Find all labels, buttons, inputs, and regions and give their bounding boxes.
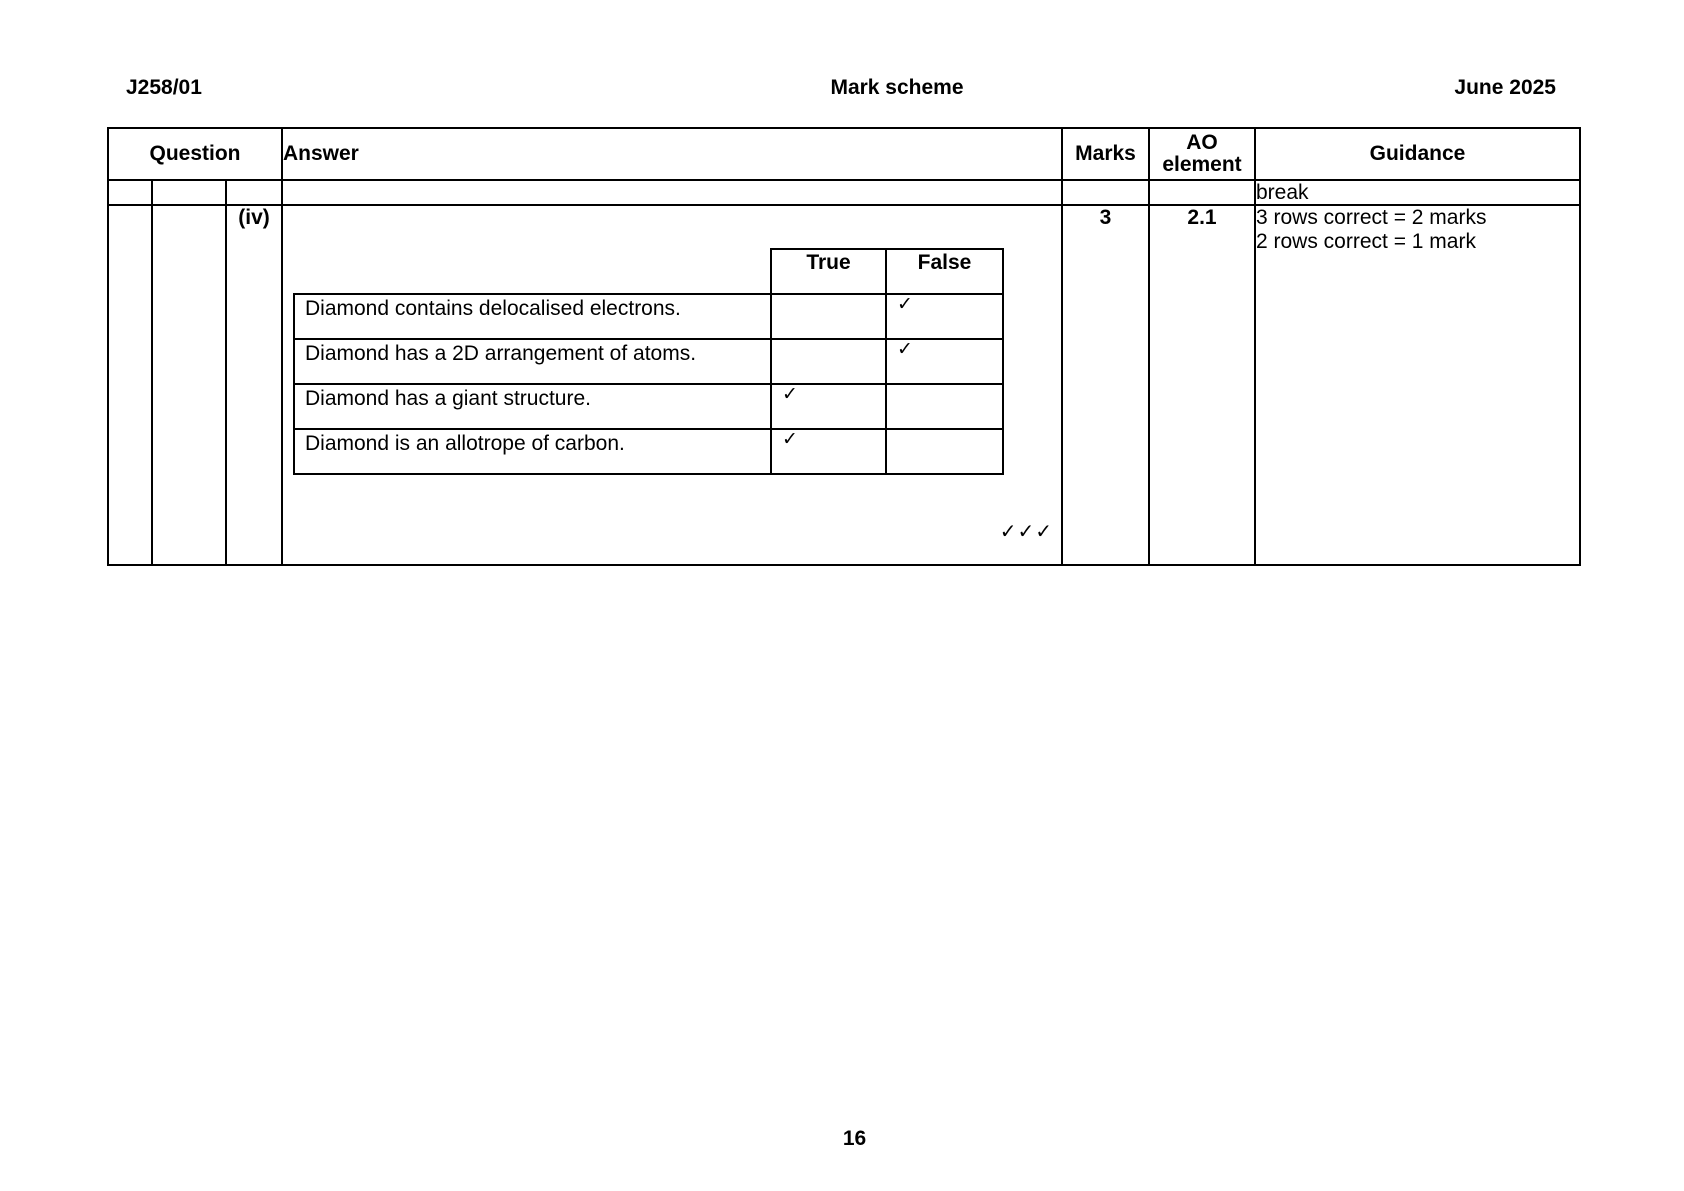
break-row	[108, 180, 1580, 205]
question-part-cell	[152, 180, 226, 205]
ao-element-header: AO element	[1149, 128, 1255, 180]
statement-text: Diamond has a 2D arrangement of atoms.	[294, 339, 771, 384]
exam-date: June 2025	[1454, 76, 1556, 99]
false-tick-cell	[886, 384, 1003, 429]
answer-cell	[282, 205, 1062, 565]
guidance-cell	[1255, 205, 1580, 565]
guidance-break-text: break	[1255, 180, 1580, 205]
question-row	[108, 205, 1580, 565]
statement-text: Diamond has a giant structure.	[294, 384, 771, 429]
guidance-header: Guidance	[1255, 128, 1580, 180]
blank-header-cell	[294, 249, 771, 294]
mark-scheme-table	[107, 127, 1581, 566]
true-tick-cell: ✓	[771, 429, 886, 474]
true-false-table	[293, 248, 1004, 475]
true-column-header: True	[771, 249, 886, 294]
document-title: Mark scheme	[830, 76, 964, 99]
true-tick-cell	[771, 339, 886, 384]
true-tick-cell: ✓	[771, 384, 886, 429]
question-part-cell	[152, 205, 226, 565]
false-tick-cell: ✓	[886, 339, 1003, 384]
page-number: 16	[842, 1127, 867, 1150]
false-column-header: False	[886, 249, 1003, 294]
question-number-cell	[108, 180, 152, 205]
statement-row	[294, 429, 1003, 474]
marks-cell	[1062, 180, 1149, 205]
guidance-line: 3 rows correct = 2 marks	[1256, 206, 1487, 229]
header-row	[108, 128, 1580, 180]
question-header: Question	[108, 128, 282, 180]
answer-header: Answer	[282, 128, 1062, 180]
guidance-line: 2 rows correct = 1 mark	[1256, 230, 1476, 253]
marks-header: Marks	[1062, 128, 1149, 180]
question-subpart-cell	[226, 180, 282, 205]
false-tick-cell	[886, 429, 1003, 474]
statement-text: Diamond contains delocalised electrons.	[294, 294, 771, 339]
ao-element-value: 2.1	[1149, 205, 1255, 565]
question-number-cell	[108, 205, 152, 565]
question-subpart-label: (iv)	[226, 205, 282, 565]
ao-cell	[1149, 180, 1255, 205]
statement-row	[294, 384, 1003, 429]
statement-text: Diamond is an allotrope of carbon.	[294, 429, 771, 474]
marks-value: 3	[1062, 205, 1149, 565]
paper-code: J258/01	[126, 76, 202, 99]
statement-row	[294, 339, 1003, 384]
true-false-header-row	[294, 249, 1003, 294]
answer-cell	[282, 180, 1062, 205]
false-tick-cell: ✓	[886, 294, 1003, 339]
mark-ticks: ✓✓✓	[999, 521, 1053, 543]
true-tick-cell	[771, 294, 886, 339]
statement-row	[294, 294, 1003, 339]
